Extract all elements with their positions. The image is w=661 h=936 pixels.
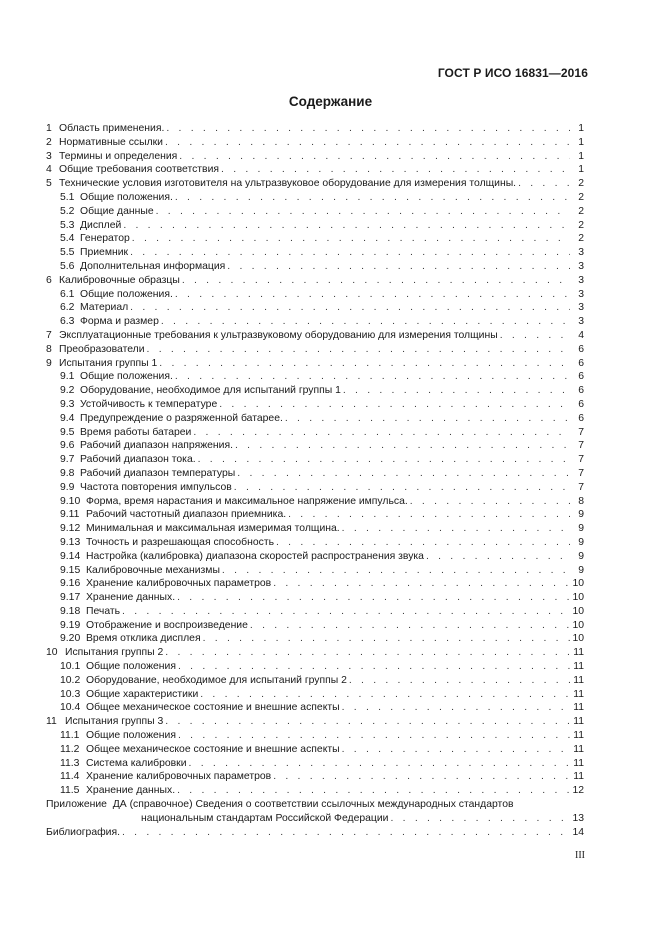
- dot-leader: [182, 274, 570, 288]
- toc-entry-title: Испытания группы 1: [59, 357, 158, 369]
- toc-entry-number: 5.5: [60, 247, 75, 259]
- dot-leader: [179, 150, 570, 164]
- dot-leader: [175, 191, 570, 205]
- dot-leader: [342, 743, 570, 757]
- toc-entry[interactable]: [46, 122, 584, 136]
- appendix-label: Приложение: [46, 799, 107, 811]
- toc-heading: Содержание: [288, 94, 373, 109]
- dot-leader: [122, 605, 570, 619]
- toc-entry[interactable]: [46, 729, 584, 743]
- toc-entry-title: Преобразователи: [59, 343, 145, 355]
- toc-entry-title: Общие требования соответствия: [59, 164, 220, 176]
- toc-entry-number: 9: [46, 357, 52, 369]
- toc-entry-page: 10: [572, 592, 584, 604]
- toc-entry-title: Испытания группы 2: [65, 647, 164, 659]
- toc-entry[interactable]: [46, 757, 584, 771]
- toc-entry-number: 9.20: [60, 633, 81, 645]
- toc-entry-page: 7: [578, 481, 584, 493]
- toc-entry-number: 5.4: [60, 233, 75, 245]
- toc-entry-title: Оборудование, необходимое для испытаний группы 1: [80, 385, 341, 397]
- toc-entry-page: 11: [573, 757, 584, 769]
- toc-entry[interactable]: [46, 329, 584, 343]
- dot-leader: [123, 219, 570, 233]
- appendix-title-line2: национальным стандартам Российской Федерации: [141, 813, 389, 825]
- dot-leader: [198, 453, 570, 467]
- toc-entry-page: 6: [578, 412, 584, 424]
- dot-leader: [221, 163, 570, 177]
- toc-entry[interactable]: [46, 701, 584, 715]
- toc-entry[interactable]: [46, 315, 584, 329]
- toc-entry[interactable]: [46, 301, 584, 315]
- toc-entry-number: 11.4: [60, 771, 80, 783]
- toc-entry[interactable]: [46, 495, 584, 509]
- toc-entry-number: 9.13: [60, 536, 81, 548]
- toc-entry-page: 10: [572, 619, 584, 631]
- toc-entry[interactable]: [46, 232, 584, 246]
- dot-leader: [234, 481, 570, 495]
- dot-leader: [390, 812, 570, 826]
- toc-entry-number: 9.7: [60, 454, 75, 466]
- toc-entry-page: 9: [578, 509, 584, 521]
- toc-entry[interactable]: [46, 550, 584, 564]
- toc-entry-page: 11: [573, 771, 584, 783]
- toc-entry-number: 3: [46, 150, 52, 162]
- toc-entry-page: 11: [573, 688, 584, 700]
- dot-leader: [177, 591, 570, 605]
- dot-leader: [349, 674, 570, 688]
- dot-leader: [165, 136, 570, 150]
- toc-entry-number: 9.11: [60, 509, 80, 521]
- toc-entry-number: 4: [46, 164, 52, 176]
- toc-entry-page: 3: [578, 274, 584, 286]
- toc-entry-title: Область применения.: [59, 123, 165, 134]
- toc-entry-page: 2: [578, 219, 584, 231]
- toc-entry-title: Термины и определения: [59, 150, 178, 162]
- dot-leader: [175, 288, 570, 302]
- toc-entry-page: 11: [573, 702, 584, 714]
- toc-entry[interactable]: [46, 536, 584, 550]
- toc-entry[interactable]: [46, 522, 584, 536]
- toc-entry-title: Общие положения.: [80, 288, 173, 300]
- toc-entry-title: Общие положения.: [80, 371, 173, 383]
- dot-leader: [122, 826, 570, 840]
- toc-entry-title: Дисплей: [80, 219, 122, 231]
- toc-entry-page: 3: [578, 247, 584, 259]
- toc-entry-number: 8: [46, 343, 52, 355]
- toc-entry-page: 2: [578, 191, 584, 203]
- dot-leader: [250, 619, 570, 633]
- toc-entry[interactable]: [46, 715, 584, 729]
- toc-entry-title: Калибровочные образцы: [59, 274, 180, 286]
- toc-entry-title: Устойчивость к температуре: [80, 398, 218, 410]
- toc-entry-number: 10.2: [60, 674, 81, 686]
- toc-entry-number: 7: [46, 329, 52, 341]
- toc-entry-title: Время отклика дисплея: [86, 633, 201, 645]
- dot-leader: [156, 205, 570, 219]
- toc-entry-number: 5: [46, 178, 52, 190]
- toc-entry[interactable]: [46, 177, 584, 191]
- toc-entry-page: 11: [573, 743, 584, 755]
- toc-entry-page: 11: [573, 716, 584, 728]
- toc-entry-page: 2: [578, 233, 584, 245]
- toc-entry-page: 11: [573, 647, 584, 659]
- toc-entry-number: 11.5: [60, 785, 80, 797]
- toc-entry[interactable]: [46, 398, 584, 412]
- toc-entry[interactable]: [46, 205, 584, 219]
- toc-entry-title: Форма, время нарастания и максимальное напряжение импульса.: [86, 495, 408, 507]
- toc-entry-number: 10.4: [60, 702, 81, 714]
- toc-entry-number: 9.19: [60, 619, 81, 631]
- toc-entry-page: 6: [578, 398, 584, 410]
- toc-entry-number: 10.3: [60, 688, 81, 700]
- dot-leader: [500, 329, 570, 343]
- toc-entry-page: 1: [578, 136, 584, 148]
- dot-leader: [132, 232, 570, 246]
- toc-entry-number: 5.2: [60, 205, 75, 217]
- toc-entry[interactable]: [46, 591, 584, 605]
- toc-entry-title: Хранение калибровочных параметров: [86, 771, 272, 783]
- dot-leader: [203, 632, 570, 646]
- toc-entry-page: 9: [578, 523, 584, 535]
- toc-entry-number: 9.1: [60, 371, 75, 383]
- toc-entry-title: Технические условия изготовителя на ультразвуковое оборудование для измерения толщины.: [59, 178, 517, 190]
- toc-entry-number: 10.1: [60, 661, 81, 673]
- toc-entry[interactable]: [46, 384, 584, 398]
- toc-entry[interactable]: [46, 343, 584, 357]
- dot-leader: [426, 550, 570, 564]
- dot-leader: [193, 426, 570, 440]
- toc-entry-title: Рабочий частотный диапазон приемника.: [86, 509, 287, 521]
- dot-leader: [161, 315, 570, 329]
- toc-entry[interactable]: [46, 743, 584, 757]
- dot-leader: [219, 398, 570, 412]
- dot-leader: [177, 784, 570, 798]
- toc-entry-number: 9.14: [60, 550, 81, 562]
- toc-entry-title: Точность и разрешающая способность: [86, 536, 274, 548]
- toc-entry[interactable]: [46, 439, 584, 453]
- toc-entry[interactable]: [46, 246, 584, 260]
- dot-leader: [165, 715, 570, 729]
- toc-entry[interactable]: [46, 646, 584, 660]
- toc-entry-number: 5.1: [60, 191, 75, 203]
- toc-entry-number: 9.16: [60, 578, 81, 590]
- toc-entry-page: 1: [578, 123, 584, 134]
- toc-entry[interactable]: [46, 660, 584, 674]
- toc-entry-title: Форма и размер: [80, 316, 159, 328]
- toc-entry[interactable]: [46, 163, 584, 177]
- toc-entry-page: 9: [578, 550, 584, 562]
- toc-entry[interactable]: [46, 191, 584, 205]
- toc-entry[interactable]: [46, 508, 584, 522]
- toc-entry[interactable]: [46, 412, 584, 426]
- toc-entry-title: Рабочий диапазон напряжения.: [80, 440, 233, 452]
- toc-entry-number: 11: [46, 716, 57, 728]
- toc-entry[interactable]: [46, 467, 584, 481]
- toc-entry-number: 9.5: [60, 426, 75, 438]
- toc-entry[interactable]: [46, 357, 584, 371]
- toc-entries: [46, 122, 584, 798]
- toc-entry-page: 3: [578, 260, 584, 272]
- toc-entry-title: Печать: [86, 605, 121, 617]
- toc-entry-title: Приемник: [80, 247, 129, 259]
- dot-leader: [285, 412, 570, 426]
- toc-entry-page: 1: [578, 164, 584, 176]
- toc-entry-title: Хранение данных.: [86, 592, 176, 604]
- toc-entry-title: Система калибровки: [86, 757, 187, 769]
- dot-leader: [178, 660, 570, 674]
- dot-leader: [343, 384, 570, 398]
- toc-entry-title: Общие данные: [80, 205, 154, 217]
- toc-entry-number: 10: [46, 647, 58, 659]
- appendix-page: 13: [572, 813, 584, 825]
- toc-entry[interactable]: [46, 674, 584, 688]
- toc-entry-page: 9: [578, 564, 584, 576]
- toc-entry-number: 6: [46, 274, 52, 286]
- toc-entry[interactable]: [46, 260, 584, 274]
- dot-leader: [276, 536, 570, 550]
- toc-entry-number: 5.3: [60, 219, 75, 231]
- toc-appendix[interactable]: [46, 798, 584, 826]
- toc-entry-number: 11.2: [60, 743, 80, 755]
- dot-leader: [410, 495, 570, 509]
- toc-entry-page: 11: [573, 674, 584, 686]
- toc-entry-number: 5.6: [60, 260, 75, 272]
- toc-entry-page: 3: [578, 288, 584, 300]
- table-of-contents: [46, 122, 584, 840]
- toc-entry[interactable]: [46, 770, 584, 784]
- toc-entry-title: Общие положения.: [80, 191, 173, 203]
- toc-entry-number: 9.10: [60, 495, 81, 507]
- toc-entry[interactable]: [46, 453, 584, 467]
- toc-entry[interactable]: [46, 784, 584, 798]
- bibliography-title: Библиография.: [46, 827, 120, 839]
- toc-entry-page: 10: [572, 605, 584, 617]
- appendix-title-line1: ДА (справочное) Сведения о соответствии ссылочных международных стандартов: [112, 799, 514, 811]
- dot-leader: [159, 357, 570, 371]
- toc-entry[interactable]: [46, 619, 584, 633]
- toc-entry-title: Время работы батареи: [80, 426, 192, 438]
- toc-entry-title: Калибровочные механизмы: [86, 564, 220, 576]
- toc-entry[interactable]: [46, 136, 584, 150]
- toc-entry-number: 1: [46, 123, 52, 134]
- toc-entry-number: 9.12: [60, 523, 81, 535]
- toc-entry-page: 11: [573, 730, 584, 742]
- toc-entry-page: 1: [578, 150, 584, 162]
- dot-leader: [147, 343, 570, 357]
- toc-entry-title: Настройка (калибровка) диапазона скоростей распространения звука: [86, 550, 424, 562]
- toc-entry[interactable]: [46, 426, 584, 440]
- toc-entry-page: 7: [578, 467, 584, 479]
- toc-entry[interactable]: [46, 150, 584, 164]
- dot-leader: [273, 577, 570, 591]
- toc-entry-title: Рабочий диапазон температуры: [80, 467, 236, 479]
- toc-entry[interactable]: [46, 370, 584, 384]
- dot-leader: [165, 646, 570, 660]
- toc-entry-title: Дополнительная информация: [80, 260, 226, 272]
- toc-entry-page: 7: [578, 454, 584, 466]
- toc-entry-page: 3: [578, 316, 584, 328]
- toc-entry-page: 2: [578, 178, 584, 190]
- toc-entry-page: 6: [578, 343, 584, 355]
- toc-entry-title: Минимальная и максимальная измеримая толщина.: [86, 523, 340, 535]
- toc-entry-page: 6: [578, 385, 584, 397]
- bibliography-page: 14: [572, 827, 584, 839]
- toc-entry-number: 9.8: [60, 467, 75, 479]
- toc-entry-title: Предупреждение о разряженной батарее.: [80, 412, 283, 424]
- toc-entry-page: 10: [572, 578, 584, 590]
- dot-leader: [175, 370, 570, 384]
- toc-entry-title: Хранение калибровочных параметров: [86, 578, 272, 590]
- toc-entry-page: 7: [578, 440, 584, 452]
- toc-entry-number: 9.15: [60, 564, 81, 576]
- toc-entry-title: Отображение и воспроизведение: [86, 619, 248, 631]
- toc-entry-number: 11.1: [60, 730, 80, 742]
- document-code: ГОСТ Р ИСО 16831—2016: [437, 66, 588, 80]
- dot-leader: [518, 177, 570, 191]
- toc-entry-number: 6.3: [60, 316, 75, 328]
- toc-bibliography[interactable]: [46, 826, 584, 840]
- dot-leader: [342, 522, 570, 536]
- toc-entry-title: Нормативные ссылки: [59, 136, 163, 148]
- toc-entry-page: 10: [572, 633, 584, 645]
- toc-entry-title: Общее механическое состояние и внешние аспекты: [86, 743, 340, 755]
- toc-entry-title: Хранение данных.: [86, 785, 176, 797]
- toc-entry[interactable]: [46, 688, 584, 702]
- toc-entry-number: 9.2: [60, 385, 75, 397]
- toc-entry-page: 6: [578, 357, 584, 369]
- dot-leader: [178, 729, 570, 743]
- toc-entry-number: 9.3: [60, 398, 75, 410]
- toc-entry-title: Материал: [80, 302, 129, 314]
- toc-entry-number: 6.1: [60, 288, 75, 300]
- dot-leader: [273, 770, 570, 784]
- toc-entry[interactable]: [46, 632, 584, 646]
- dot-leader: [235, 439, 570, 453]
- dot-leader: [288, 508, 570, 522]
- toc-entry-number: 9.4: [60, 412, 75, 424]
- toc-entry-title: Испытания группы 3: [65, 716, 164, 728]
- toc-entry-number: 11.3: [60, 757, 80, 769]
- dot-leader: [130, 301, 570, 315]
- toc-entry-page: 7: [578, 426, 584, 438]
- toc-entry-page: 9: [578, 536, 584, 548]
- toc-entry-page: 4: [578, 329, 584, 341]
- toc-entry-title: Общие характеристики: [86, 688, 199, 700]
- toc-entry-title: Эксплуатационные требования к ультразвуковому оборудованию для измерения толщины: [59, 329, 498, 341]
- toc-entry-title: Частота повторения импульсов: [80, 481, 232, 493]
- toc-entry[interactable]: [46, 605, 584, 619]
- toc-entry-page: 8: [578, 495, 584, 507]
- toc-entry-page: 2: [578, 205, 584, 217]
- toc-entry-number: 9.17: [60, 592, 81, 604]
- toc-entry-number: 9.9: [60, 481, 75, 493]
- toc-entry-title: Общие положения: [86, 730, 176, 742]
- dot-leader: [222, 564, 570, 578]
- toc-entry-title: Рабочий диапазон тока.: [80, 454, 196, 466]
- page-number: III: [575, 850, 585, 861]
- toc-entry-title: Общее механическое состояние и внешние аспекты: [86, 702, 340, 714]
- toc-entry[interactable]: [46, 577, 584, 591]
- toc-entry-page: 11: [573, 661, 584, 673]
- toc-entry-page: 12: [572, 785, 584, 797]
- toc-entry-number: 6.2: [60, 302, 75, 314]
- toc-entry-title: Общие положения: [86, 661, 176, 673]
- dot-leader: [200, 688, 570, 702]
- toc-entry-number: 2: [46, 136, 52, 148]
- dot-leader: [227, 260, 570, 274]
- dot-leader: [166, 122, 570, 136]
- dot-leader: [342, 701, 570, 715]
- toc-entry-page: 3: [578, 302, 584, 314]
- toc-entry-page: 6: [578, 371, 584, 383]
- dot-leader: [237, 467, 570, 481]
- toc-entry[interactable]: [46, 274, 584, 288]
- toc-entry[interactable]: [46, 288, 584, 302]
- toc-entry-title: Оборудование, необходимое для испытаний группы 2: [86, 674, 347, 686]
- dot-leader: [189, 757, 570, 771]
- toc-entry-number: 9.18: [60, 605, 81, 617]
- toc-entry-number: 9.6: [60, 440, 75, 452]
- toc-entry[interactable]: [46, 219, 584, 233]
- toc-entry[interactable]: [46, 481, 584, 495]
- dot-leader: [130, 246, 570, 260]
- toc-entry[interactable]: [46, 564, 584, 578]
- toc-entry-title: Генератор: [80, 233, 130, 245]
